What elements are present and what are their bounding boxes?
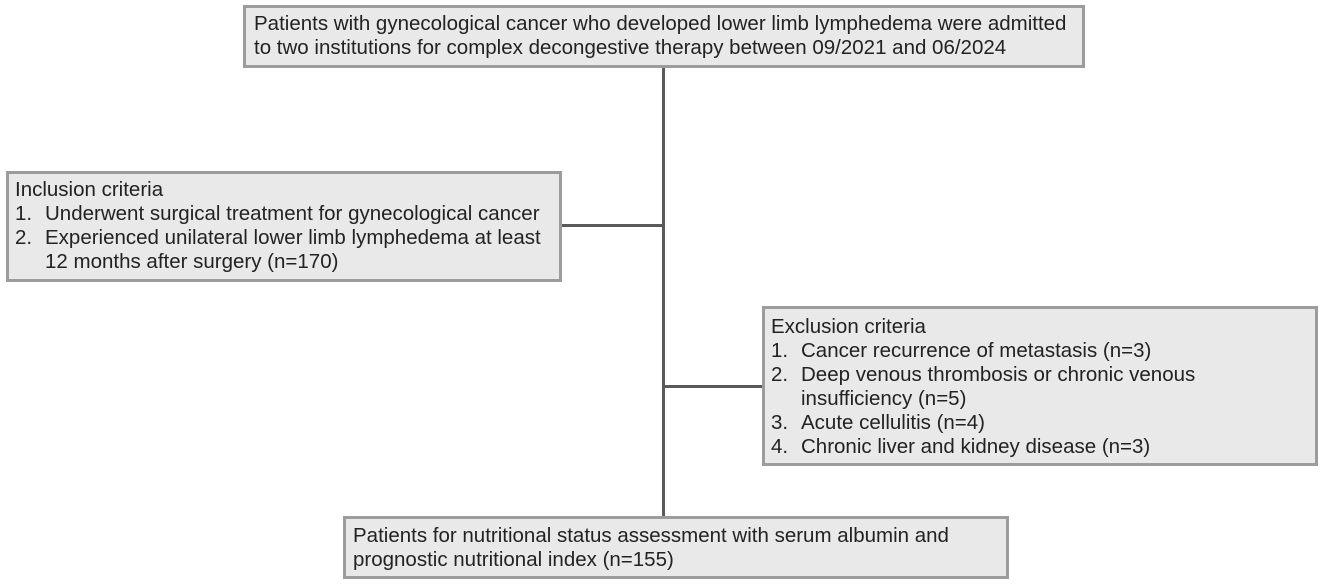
inclusion-title: Inclusion criteria — [15, 178, 164, 201]
exclusion-title: Exclusion criteria — [771, 315, 926, 338]
inclusion-list — [15, 202, 553, 274]
inclusion-item — [15, 202, 553, 226]
item-text: Deep venous thrombosis or chronic venous insufficiency (n=5) — [801, 363, 1196, 410]
exclusion-criteria-box — [762, 306, 1318, 466]
item-number: 1. — [15, 202, 33, 225]
exclusion-item — [771, 363, 1309, 411]
inclusion-criteria-box — [6, 171, 562, 282]
exclusion-item — [771, 411, 1309, 435]
inclusion-connector — [561, 224, 664, 227]
final-box — [343, 516, 1009, 579]
item-text: Experienced unilateral lower limb lymphedema at least 12 months after surgery (n=170) — [45, 226, 541, 273]
item-text: Underwent surgical treatment for gynecological cancer — [45, 202, 540, 225]
item-number: 3. — [771, 411, 789, 434]
item-number: 2. — [15, 226, 33, 249]
exclusion-connector — [662, 385, 764, 388]
item-text: Chronic liver and kidney disease (n=3) — [801, 435, 1151, 458]
item-text: Acute cellulitis (n=4) — [801, 411, 986, 434]
item-number: 1. — [771, 339, 789, 362]
exclusion-list — [771, 339, 1309, 459]
item-text: Cancer recurrence of metastasis (n=3) — [801, 339, 1152, 362]
item-number: 2. — [771, 363, 789, 386]
top-box — [243, 5, 1085, 68]
main-vertical-connector — [662, 66, 665, 518]
final-box-text: Patients for nutritional status assessment with serum albumin and prognostic nutritional index (n=155) — [353, 524, 949, 571]
exclusion-item — [771, 435, 1309, 459]
exclusion-item — [771, 339, 1309, 363]
inclusion-item — [15, 226, 553, 274]
top-box-text: Patients with gynecological cancer who developed lower limb lymphedema were admitted to two institutions for complex decongestive therapy between 09/2021 and 06/2024 — [254, 12, 1067, 59]
item-number: 4. — [771, 435, 789, 458]
